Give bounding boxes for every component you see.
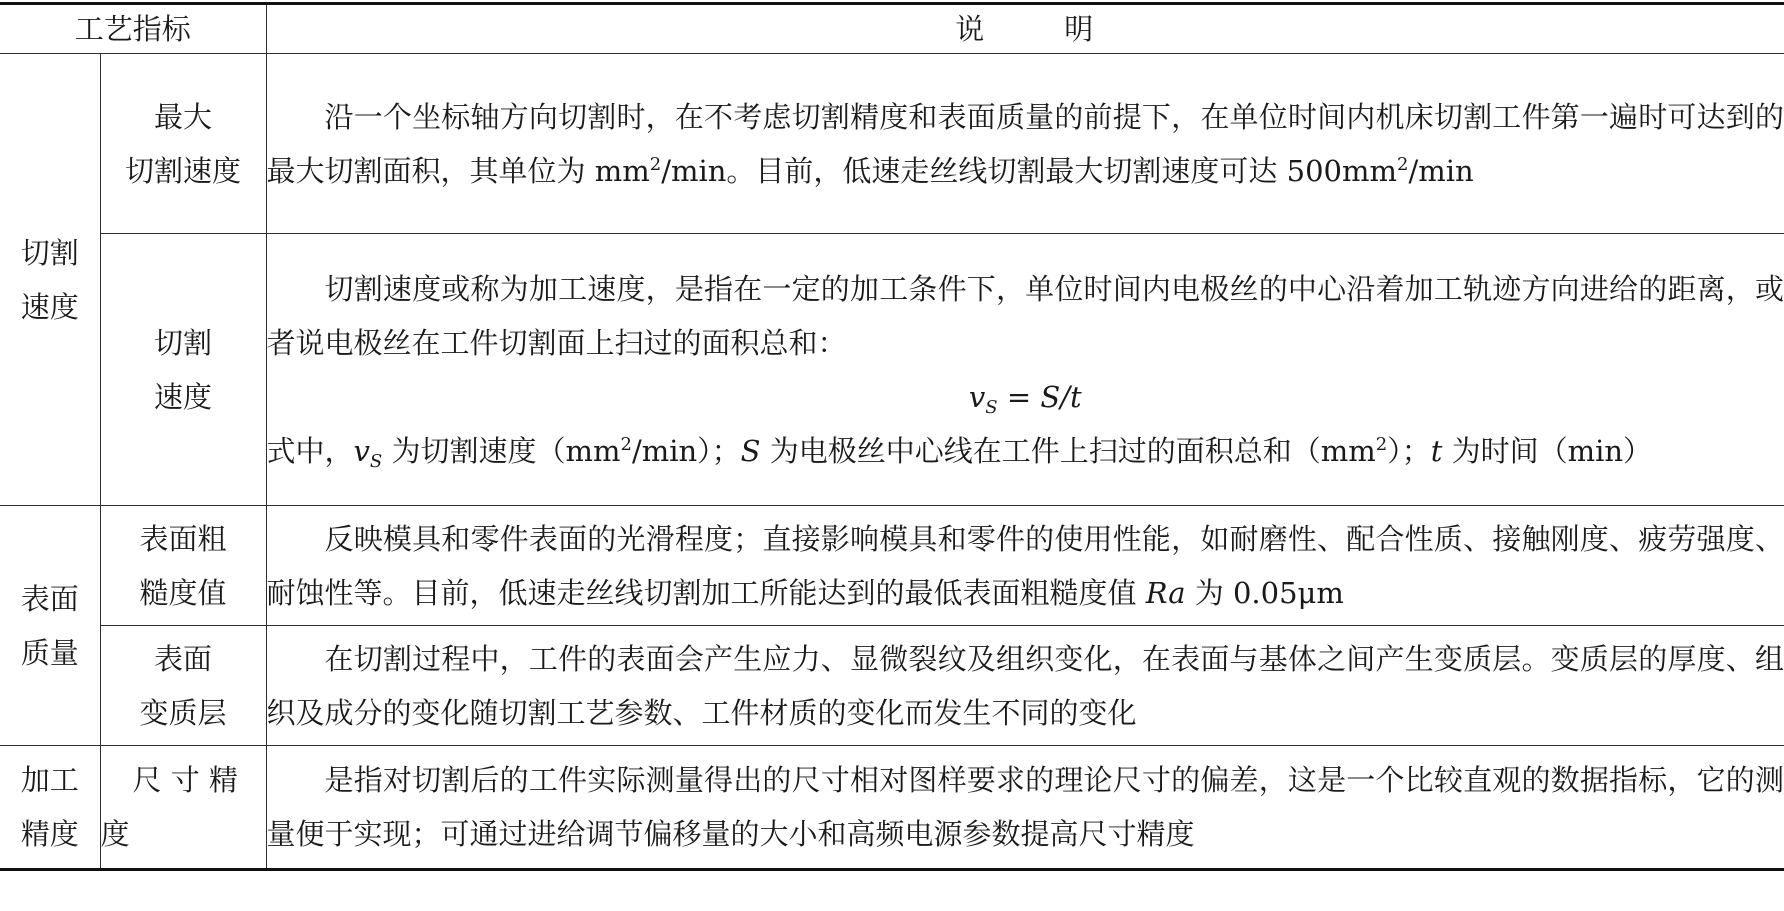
group-label-line: 质量 [20,635,79,670]
text-span: /min）； [631,433,741,468]
formula-rest: = S/t [997,379,1082,414]
item-label-line: 表面粗 [139,521,227,556]
item-label-line: 表面 [154,641,213,676]
description-paragraph [267,512,1784,620]
item-label-layer [100,626,266,746]
item-label-line: 度 [100,817,130,851]
text-span: Ra [1145,575,1186,610]
group-label-line: 速度 [20,289,79,324]
description-paragraph: 是指对切割后的工件实际测量得出的尺寸相对图样要求的理论尺寸的偏差，这是一个比较直观的数据指标，它的测量便于实现；可通过进给调节偏移量的大小和高频电源参数提高尺寸精度 [266,763,1784,851]
table-row [0,54,1784,234]
subscript: S [985,396,998,418]
subscript: S [369,450,383,472]
formula-var: v [968,379,986,414]
text-span: 为电极丝中心线在工件上扫过的面积总和（mm [760,433,1376,468]
item-label-dimension [100,746,266,870]
item-label-line: 切割 [154,325,213,360]
header-desc-char-1: 说 [955,12,987,46]
text-span: S [740,433,761,468]
formula-legend [267,424,1784,478]
formula [267,370,1784,424]
text-span: 为切割速度（mm [382,433,621,468]
item-label-max-speed [100,54,266,234]
header-indicator: 工艺指标 [0,4,266,54]
item-label-line: 变质层 [139,695,227,730]
text-span: 式中， [266,433,354,468]
text-span: ）； [1387,433,1431,468]
description-paragraph: 在切割过程中，工件的表面会产生应力、显微裂纹及组织变化，在表面与基体之间产生变质层。变质层的厚度、组织及成分的变化随切割工艺参数、工件材质的变化而发生不同的变化 [266,641,1784,730]
item-label-line: 尺 寸 精 [132,763,238,797]
group-label-line: 精度 [20,817,79,851]
table-row [0,746,1784,870]
description-paragraph: 切割速度或称为加工速度，是指在一定的加工条件下，单位时间内电极丝的中心沿着加工轨迹方向进给的距离，或者说电极丝在工件切割面上扫过的面积总和： [266,271,1784,360]
text-span: t [1430,433,1443,468]
item-label-roughness [100,506,266,626]
item-label-line: 最大 [154,99,213,134]
header-description [266,4,1784,54]
group-label-surface [0,506,100,746]
superscript: 2 [620,433,632,455]
group-label-line: 切割 [20,235,79,270]
table-header-row [0,4,1784,54]
description-roughness [266,506,1784,626]
group-label-line: 加工 [20,763,79,797]
text-span: /min。目前，低速走丝线切割最大切割速度可达 500mm [661,153,1397,188]
text-span: 为 0.05μm [1185,575,1344,610]
text-span: v [353,433,370,468]
group-label-speed [0,54,100,506]
header-desc-char-2: 明 [1064,12,1096,46]
text-span: 沿一个坐标轴方向切割时，在不考虑切割精度和表面质量的前提下，在单位时间内机床切割工件第一遍时可达到的最大切割面积，其单位为 mm [266,99,1784,188]
superscript: 2 [649,153,662,175]
table-row [0,626,1784,746]
item-label-line: 糙度值 [139,575,227,610]
item-label-cut-speed [100,234,266,506]
table-row [0,234,1784,506]
description-cut-speed [266,234,1784,506]
text-span: 为时间（min） [1442,433,1653,468]
text-span: 反映模具和零件表面的光滑程度；直接影响模具和零件的使用性能，如耐磨性、配合性质、接触刚度、疲劳强度、耐蚀性等。目前，低速走丝线切割加工所能达到的最低表面粗糙度值 [266,521,1784,610]
description-layer [266,626,1784,746]
description-max-speed [266,54,1784,234]
superscript: 2 [1396,153,1409,175]
text-span: /min [1408,153,1474,188]
group-label-line: 表面 [20,581,79,616]
process-indicator-table [0,2,1784,871]
table-row [0,506,1784,626]
group-label-precision [0,746,100,870]
description-paragraph [267,90,1784,198]
item-label-line: 切割速度 [125,153,242,188]
item-label-line: 速度 [154,379,213,414]
superscript: 2 [1375,433,1388,455]
description-dimension [266,746,1784,870]
